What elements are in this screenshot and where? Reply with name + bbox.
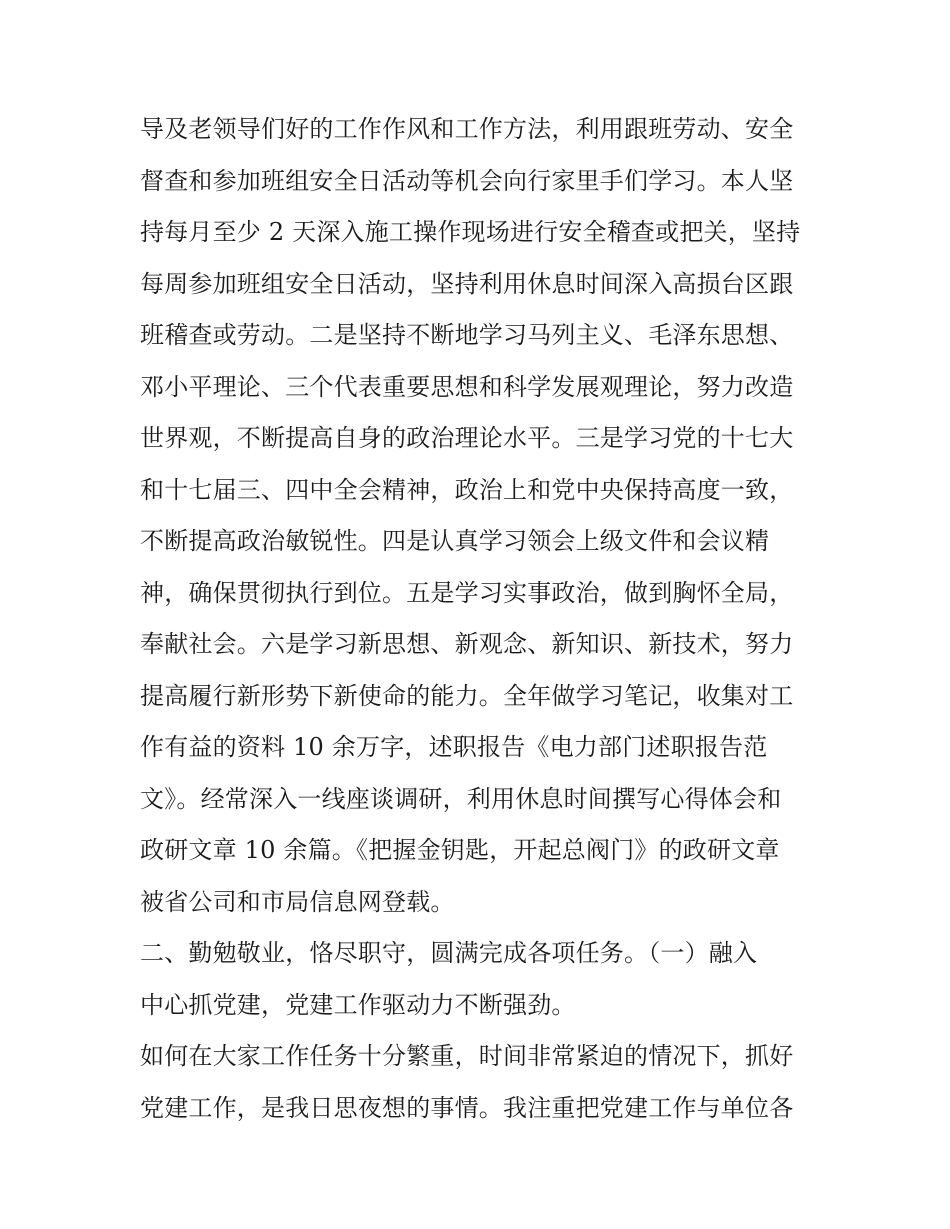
text-line: 政研文章 10 余篇。《把握金钥匙，开起总阀门》的政研文章 (140, 836, 780, 864)
text-line: 邓小平理论、三个代表重要思想和科学发展观理论，努力改造 (140, 372, 794, 401)
section-heading-line: 中心抓党建，党建工作驱动力不断强劲。 (140, 990, 576, 1019)
section-heading-line: 二、勤勉敬业，恪尽职守，圆满完成各项任务。（一）融入 (140, 939, 758, 967)
text-line: 导及老领导们好的工作作风和工作方法，利用跟班劳动、安全 (140, 115, 794, 143)
text-line: 文》。经常深入一线座谈调研，利用休息时间撰写心得体会和 (140, 784, 782, 813)
text-line: 班稽查或劳动。二是坚持不断地学习马列主义、毛泽东思想、 (140, 321, 794, 349)
text-line: 党建工作，是我日思夜想的事情。我注重把党建工作与单位各 (140, 1093, 794, 1122)
text-line: 不断提高政治敏锐性。四是认真学习领会上级文件和会议精 (140, 527, 770, 555)
text-line: 和十七届三、四中全会精神，政治上和党中央保持高度一致， (140, 475, 794, 504)
text-line: 如何在大家工作任务十分繁重，时间非常紧迫的情况下，抓好 (140, 1042, 794, 1070)
text-line: 奉献社会。六是学习新思想、新观念、新知识、新技术，努力 (140, 630, 794, 658)
text-line: 世界观，不断提高自身的政治理论水平。三是学习党的十七大 (140, 424, 794, 452)
body-text (140, 104, 830, 1134)
text-line: 神，确保贯彻执行到位。五是学习实事政治，做到胸怀全局， (140, 578, 794, 607)
text-line: 持每月至少 2 天深入施工操作现场进行安全稽查或把关，坚持 (140, 218, 801, 246)
text-line: 每周参加班组安全日活动，坚持利用休息时间深入高损台区跟 (140, 269, 794, 298)
text-line: 作有益的资料 10 余万字，述职报告《电力部门述职报告范 (140, 733, 768, 761)
text-line: 督查和参加班组安全日活动等机会向行家里手们学习。本人坚 (140, 166, 794, 195)
text-line: 提高履行新形势下新使命的能力。全年做学习笔记，收集对工 (140, 681, 794, 710)
text-line: 被省公司和市局信息网登载。 (140, 887, 455, 916)
